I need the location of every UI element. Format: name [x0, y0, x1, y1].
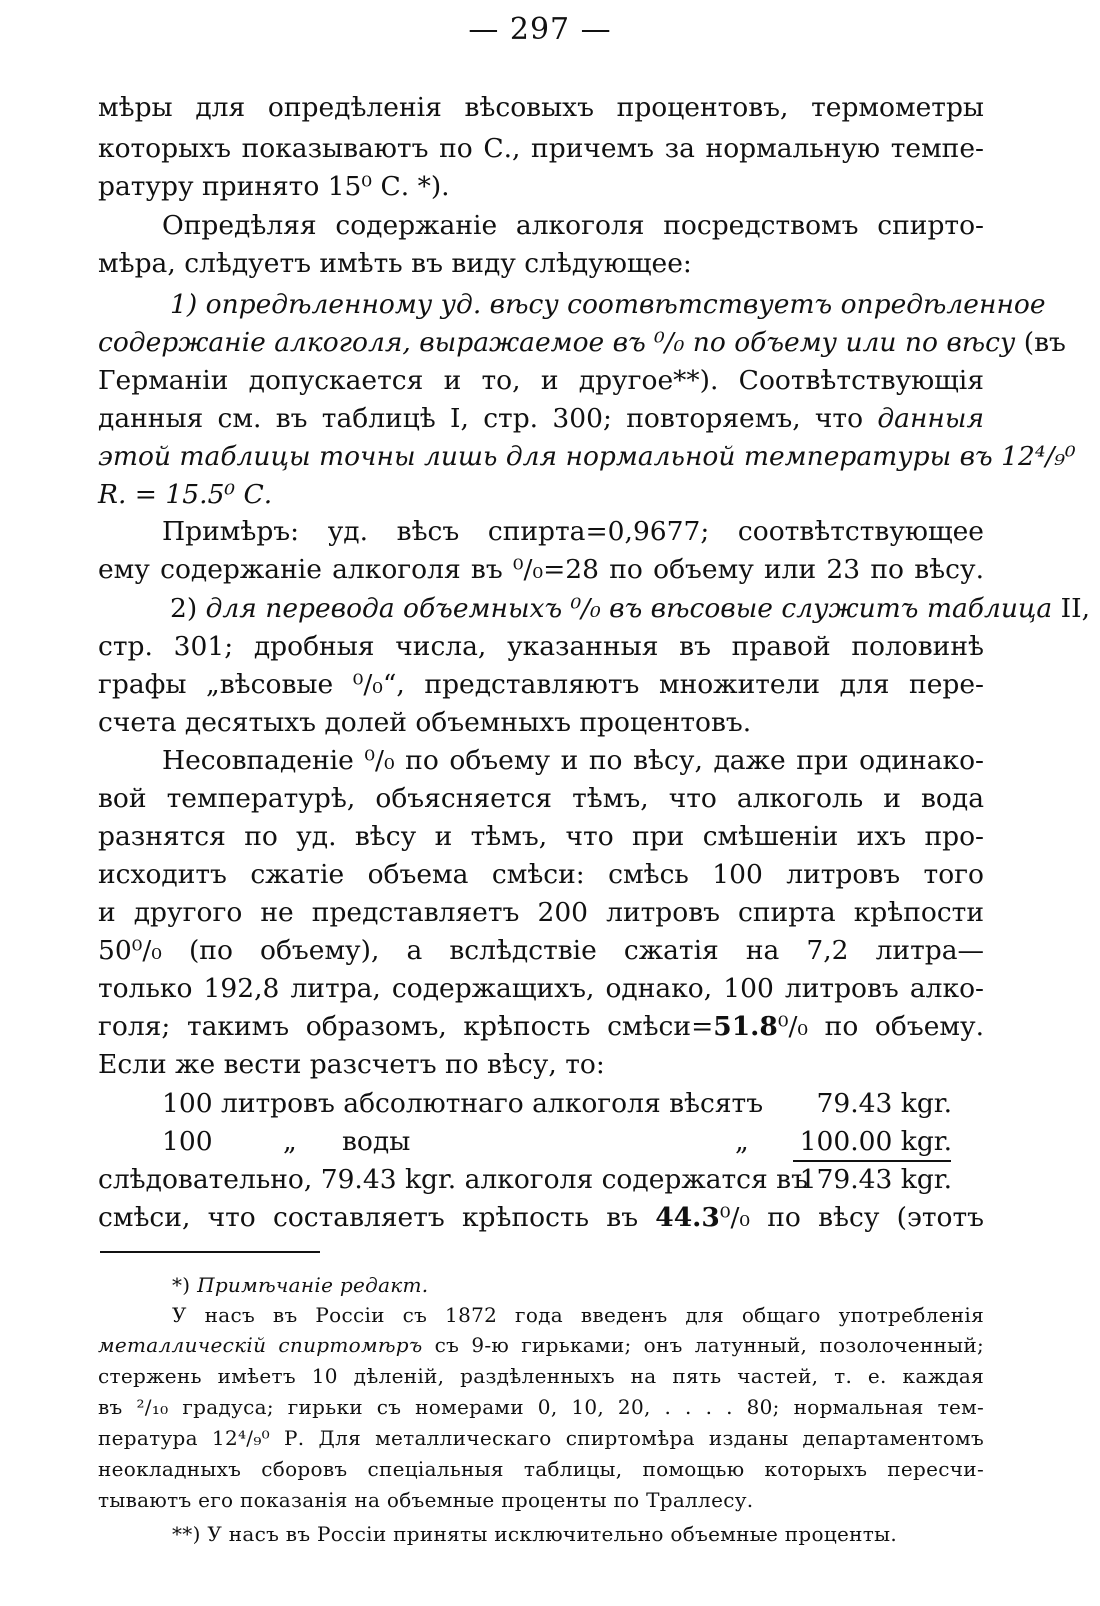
footnote-separator: [100, 1251, 320, 1253]
calc-row2-label: воды: [342, 1126, 411, 1157]
text-line: исходитъ сжатіе объема смѣси: смѣсь 100 литровъ того: [98, 859, 984, 890]
page-number: — 297 —: [468, 12, 612, 47]
text-line: Опредѣляя содержаніе алкоголя посредствомъ спирто-: [162, 210, 984, 241]
list-item-2-line: стр. 301; дробныя числа, указанныя въ правой половинѣ: [98, 631, 984, 662]
example-line: ему содержаніе алкоголя въ ⁰/₀=28 по объему или 23 по вѣсу.: [98, 554, 984, 585]
text-line: только 192,8 литра, содержащихъ, однако, 100 литровъ алко-: [98, 973, 984, 1004]
example-line: Примѣръ: уд. вѣсъ спирта=0,9677; соотвѣтствующее: [162, 516, 984, 547]
text-line: Если же вести разсчетъ по вѣсу, то:: [98, 1049, 605, 1080]
text-line: которыхъ показываютъ по С., причемъ за нормальную темпе-: [98, 133, 984, 164]
text-line: голя; такимъ образомъ, крѣпость смѣси=51.8⁰/₀ по объему.: [98, 1011, 985, 1042]
calc-row3-value: 179.43 kgr.: [799, 1164, 952, 1195]
footnote-1-line: У насъ въ Россіи съ 1872 года введенъ для общаго употребленія: [172, 1303, 984, 1327]
text-line: мѣры для опредѣленія вѣсовыхъ процентовъ, термометры: [98, 92, 984, 123]
list-item-1-line: этой таблицы точны лишь для нормальной температуры въ 12⁴/₉⁰: [98, 441, 1076, 472]
calc-row2-value: 100.00 kgr.: [799, 1126, 952, 1157]
text-line: ратуру принято 15⁰ С. *).: [98, 171, 450, 202]
list-item-1-line: R. = 15.5⁰ С.: [98, 479, 273, 510]
calc-row2-number: 100: [162, 1126, 213, 1157]
list-item-2-line: 2) для перевода объемныхъ ⁰/₀ въ вѣсовые служитъ таблица II,: [170, 593, 1091, 624]
footnote-1-title: *) Примѣчаніе редакт.: [172, 1273, 429, 1297]
text-line: смѣси, что составляетъ крѣпость въ 44.3⁰/₀ по вѣсу (этотъ: [98, 1202, 984, 1233]
text-line: Несовпаденіе ⁰/₀ по объему и по вѣсу, даже при одинако-: [162, 745, 984, 776]
footnote-1-line: въ ²/₁₀ градуса; гирьки съ номерами 0, 10, 20, . . . . 80; нормальная тем-: [98, 1395, 984, 1419]
text-line: 50⁰/₀ (по объему), а вслѣдствіе сжатія на 7,2 литра—: [98, 935, 984, 966]
calc-row1-label: 100 литровъ абсолютнаго алкоголя вѣсятъ: [162, 1088, 764, 1119]
text-line: мѣра, слѣдуетъ имѣть въ виду слѣдующее:: [98, 248, 692, 279]
text-line: разнятся по уд. вѣсу и тѣмъ, что при смѣшеніи ихъ про-: [98, 821, 984, 852]
footnote-1-line: металлическій спиртомѣръ съ 9-ю гирьками; онъ латунный, позолоченный;: [98, 1333, 985, 1357]
footnote-1-line: неокладныхъ сборовъ спеціальныя таблицы, помощью которыхъ пересчи-: [98, 1457, 984, 1481]
footnote-2: **) У насъ въ Россіи приняты исключительно объемные проценты.: [172, 1522, 897, 1546]
calc-row3-label: слѣдовательно, 79.43 kgr. алкоголя содержатся въ: [98, 1164, 808, 1195]
list-item-1-line: Германіи допускается и то, и другое**). Соотвѣтствующія: [98, 365, 984, 396]
footnote-1-line: тываютъ его показанія на объемные проценты по Траллесу.: [98, 1488, 754, 1512]
list-item-1-line: содержаніе алкоголя, выражаемое въ ⁰/₀ по объему или по вѣсу (въ: [98, 327, 1066, 358]
calc-row2-ditto: „: [735, 1126, 749, 1157]
list-item-1-line: 1) опредѣленному уд. вѣсу соотвѣтствуетъ опредѣленное: [170, 289, 1046, 320]
text-line: вой температурѣ, объясняется тѣмъ, что алкоголь и вода: [98, 783, 984, 814]
text-line: и другого не представляетъ 200 литровъ спирта крѣпости: [98, 897, 984, 928]
calc-row1-value: 79.43 kgr.: [816, 1088, 952, 1119]
footnote-1-line: стержень имѣетъ 10 дѣленій, раздѣленныхъ на пять частей, т. е. каждая: [98, 1364, 984, 1388]
calc-row2-ditto: „: [283, 1126, 297, 1157]
footnote-1-line: пература 12⁴/₉⁰ Р. Для металлическаго спиртомѣра изданы департаментомъ: [98, 1426, 984, 1450]
list-item-2-line: графы „вѣсовые ⁰/₀“, представляютъ множители для пере-: [98, 669, 984, 700]
list-item-2-line: счета десятыхъ долей объемныхъ процентовъ.: [98, 707, 752, 738]
list-item-1-line: данныя см. въ таблицѣ I, стр. 300; повторяемъ, что данныя: [98, 403, 984, 434]
